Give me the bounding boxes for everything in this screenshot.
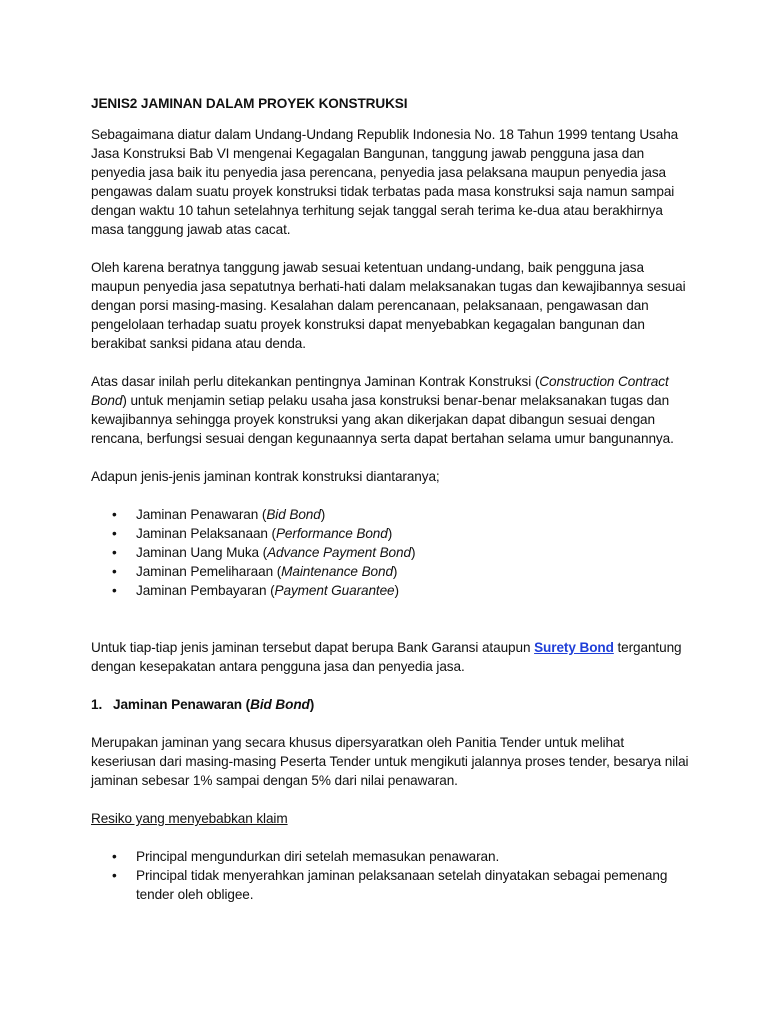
list-item-label: Jaminan Pemeliharaan ( (136, 564, 282, 579)
paragraph-guarantee-form (91, 638, 691, 676)
list-item-close: ) (387, 526, 393, 541)
list-item: • Principal mengundurkan diri setelah memasukan penawaran. (91, 847, 691, 866)
list-item (91, 524, 691, 543)
list-item (91, 505, 691, 524)
document-page (91, 94, 691, 923)
bond-types-list (91, 505, 691, 600)
list-item-close: ) (394, 583, 399, 598)
document-title: JENIS2 JAMINAN DALAM PROYEK KONSTRUKSI (91, 96, 408, 111)
paragraph-legal-basis: Sebagaimana diatur dalam Undang-Undang Republik Indonesia No. 18 Tahun 1999 tentang Usaha Jasa Konstruksi Bab VI mengenai Kegagalan Bangunan, tanggung jawab pengguna jasa dan penyedia jasa baik itu penyedia jasa perencana, penyedia jasa pelaksana maupun penyedia jasa pengawas dalam suatu proyek konstruksi tidak terbatas pada masa konstruksi saja namun sampai dengan waktu 10 tahun setelahnya terhitung sejak tanggal serah terima ke-dua atau berakhirnya masa tanggung jawab atas cacat. (91, 127, 679, 237)
list-item-close: ) (410, 545, 416, 560)
section-number: 1. (91, 697, 103, 712)
section-heading-close: ) (309, 697, 315, 712)
list-item (91, 543, 691, 562)
list-item-close: ) (320, 507, 326, 522)
paragraph-contract-bond-italic: Construction Contract Bond (91, 374, 669, 408)
list-item-close: ) (392, 564, 398, 579)
list-item-label: Jaminan Uang Muka ( (136, 545, 268, 560)
list-item-label: Jaminan Pembayaran ( (136, 583, 275, 598)
paragraph-contract-bond (91, 372, 691, 448)
paragraph-responsibility: Oleh karena beratnya tanggung jawab sesuai ketentuan undang-undang, baik pengguna jasa maupun penyedia jasa sepatutnya berhati-hati dalam melaksanakan tugas dan kewajibannya sesuai dengan porsi masing-masing. Kesalahan dalam perencanaan, pelaksanaan, pengawasan dan pengelolaan terhadap suatu proyek konstruksi dapat menyebabkan kegagalan bangunan dan berakibat sanksi pidana atau denda. (91, 260, 686, 351)
risk-list (91, 847, 691, 904)
list-item-italic: Payment Guarantee (274, 583, 395, 598)
list-item-italic: Maintenance Bond (281, 564, 393, 579)
paragraph-bid-bond-description: Merupakan jaminan yang secara khusus dipersyaratkan oleh Panitia Tender untuk melihat keseriusan dari masing-masing Peserta Tender untuk mengikuti jalannya proses tender, besarya nilai jaminan sebesar 1% sampai dengan 5% dari nilai penawaran. (91, 735, 689, 788)
paragraph-contract-bond-text-before: Atas dasar inilah perlu ditekankan pentingnya Jaminan Kontrak Konstruksi ( (91, 374, 540, 389)
section-heading-label: Jaminan Penawaran ( (113, 697, 251, 712)
list-item (91, 581, 691, 600)
list-item-label: Jaminan Penawaran ( (136, 507, 267, 522)
paragraph-contract-bond-text-after: ) untuk menjamin setiap pelaku usaha jasa konstruksi benar-benar melaksanakan tugas dan kewajibannya sehingga proyek konstruksi yang akan dikerjakan dapat dibangun sesuai dengan rencana, berfungsi sesuai dengan kegunaannya serta dapat bertahan selama umur bangunannya. (91, 393, 674, 446)
list-item-italic: Performance Bond (275, 526, 388, 541)
paragraph-guarantee-form-text-before: Untuk tiap-tiap jenis jaminan tersebut dapat berupa Bank Garansi ataupun (91, 640, 535, 655)
list-item-label: Jaminan Pelaksanaan ( (136, 526, 276, 541)
paragraph-bond-types-intro: Adapun jenis-jenis jaminan kontrak konstruksi diantaranya; (91, 469, 440, 484)
list-item (91, 562, 691, 581)
list-item-italic: Advance Payment Bond (267, 545, 411, 560)
surety-bond-link[interactable]: Surety Bond (534, 640, 614, 655)
section-heading-italic: Bid Bond (250, 697, 310, 712)
list-item: • Principal tidak menyerahkan jaminan pelaksanaan setelah dinyatakan sebagai pemenang tender oleh obligee. (91, 866, 691, 904)
list-item-italic: Bid Bond (266, 507, 321, 522)
risk-heading: Resiko yang menyebabkan klaim (91, 811, 288, 826)
paragraph-guarantee-form-text-after: tergantung dengan kesepakatan antara pengguna jasa dan penyedia jasa. (91, 640, 682, 674)
section-heading-bid-bond (91, 695, 691, 714)
